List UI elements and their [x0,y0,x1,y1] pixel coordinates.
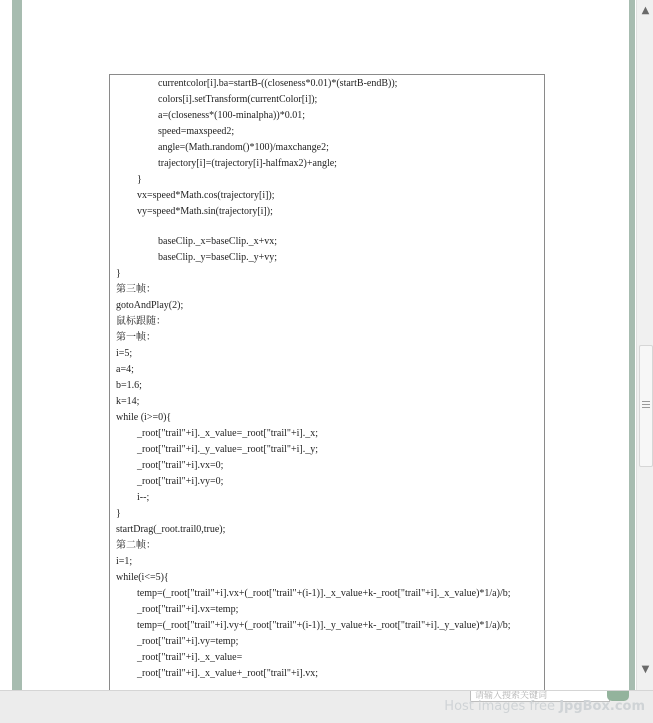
code-line: _root["trail"+i]._x_value=_root["trail"+i]._x; [137,428,318,439]
code-line: } [116,268,121,279]
code-line: 第三帧： [116,284,156,295]
code-line: colors[i].setTransform(currentColor[i]); [158,94,318,105]
watermark [444,699,645,714]
code-line: a=(closeness*(100-minalpha))*0.01; [158,110,305,121]
code-line: speed=maxspeed2; [158,126,235,137]
code-line: temp=(_root["trail"+i].vx+(_root["trail"+(i-1)]._x_value+k-_root["trail"+i]._x_value)*1/a)/b; [137,588,511,599]
code-line: currentcolor[i].ba=startB-((closeness*0.01)*(startB-endB)); [158,78,398,89]
code-line: i=5; [116,348,133,359]
scroll-up-icon[interactable]: ▲ [641,5,650,16]
code-line: 第二帧： [116,540,156,551]
code-line: angle=(Math.random()*100)/maxchange2; [158,142,329,153]
thumb-grip-line [642,401,650,402]
code-line: trajectory[i]=(trajectory[i]-halfmax2)+angle; [158,158,337,169]
watermark-prefix: Host images free [444,699,556,714]
scroll-thumb[interactable] [639,345,653,467]
code-line: i=1; [116,556,133,567]
code-line: baseClip._x=baseClip._x+vx; [158,236,278,247]
code-line: temp=(_root["trail"+i].vy+(_root["trail"+(i-1)]._y_value+k-_root["trail"+i]._y_value)*1/a)/b; [137,620,511,631]
code-line: while (i>=0){ [116,412,172,423]
code-line: _root["trail"+i]._y_value=_root["trail"+i]._y; [137,444,318,455]
code-line: } [116,508,121,519]
code-line: gotoAndPlay(2); [116,300,184,311]
bottom-strip [0,690,653,723]
vertical-scrollbar[interactable] [636,0,653,690]
code-line: i--; [137,492,150,503]
code-line: _root["trail"+i]._x_value+_root["trail"+i].vx; [137,668,318,679]
code-line: _root["trail"+i].vx=0; [137,460,224,471]
code-line: _root["trail"+i].vy=temp; [137,636,239,647]
scroll-down-icon[interactable]: ▼ [641,664,650,675]
code-line: } [137,174,142,185]
code-line: _root["trail"+i]._x_value= [137,652,243,663]
right-page-border [629,0,635,690]
code-line: 鼠标跟随： [116,316,166,327]
code-line: a=4; [116,364,134,375]
code-line: b=1.6; [116,380,142,391]
thumb-grip-line [642,407,650,408]
thumb-grip-line [642,404,650,405]
code-line: startDrag(_root.trail0,true); [116,524,226,535]
search-input[interactable]: 请输入搜索关键词 [470,691,610,702]
left-page-border [12,0,22,690]
code-block [109,74,545,691]
left-margin [0,0,12,690]
code-line: vy=speed*Math.sin(trajectory[i]); [137,206,273,217]
watermark-brand: JpgBox.com [559,699,645,714]
code-line: while(i<=5){ [116,572,169,583]
code-line: k=14; [116,396,140,407]
code-line: 第一帧： [116,332,156,343]
code-line: vx=speed*Math.cos(trajectory[i]); [137,190,275,201]
code-line: _root["trail"+i].vx=temp; [137,604,239,615]
code-line: _root["trail"+i].vy=0; [137,476,224,487]
code-line: baseClip._y=baseClip._y+vy; [158,252,278,263]
